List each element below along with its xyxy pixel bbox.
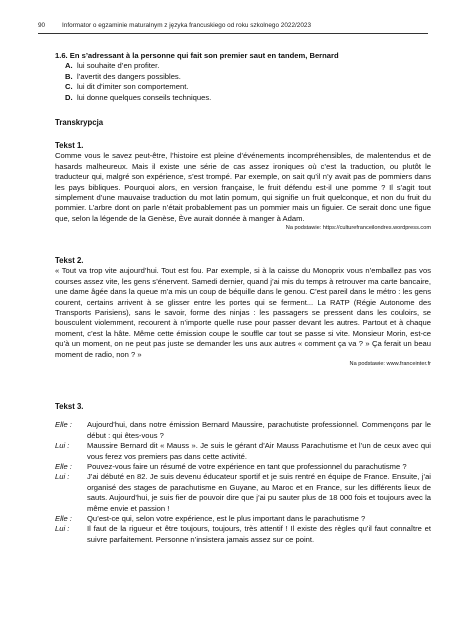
answer-option-a <box>55 61 431 71</box>
dialogue-line <box>55 514 431 524</box>
text-2-title: Tekst 2. <box>55 256 84 265</box>
dialogue-line <box>55 524 431 545</box>
transcription-heading: Transkrypcja <box>55 118 104 127</box>
option-letter: D. <box>65 92 73 102</box>
option-text: l’avertit des dangers possibles. <box>77 71 181 81</box>
question-title: 1.6. En s’adressant à la personne qui fait son premier saut en tandem, Bernard <box>55 51 339 60</box>
text-2-section <box>55 256 431 369</box>
option-letter: C. <box>65 82 73 92</box>
option-text: lui souhaite d’en profiter. <box>77 61 160 71</box>
option-letter: A. <box>65 61 73 71</box>
option-text: lui donne quelques conseils techniques. <box>77 92 212 102</box>
question-block <box>55 51 431 103</box>
dialogue-text: Qu’est-ce qui, selon votre expérience, est le plus important dans le parachutisme ? <box>87 514 366 524</box>
page-header <box>38 22 432 29</box>
text-1-title: Tekst 1. <box>55 141 84 150</box>
page-number: 90 <box>38 22 46 29</box>
speaker-label: Lui : <box>55 441 70 451</box>
dialogue-line <box>55 472 431 514</box>
text-1-source: Na podstawie: https://culturefranceilondres.wordpress.com <box>285 225 431 232</box>
dialogue-line <box>55 420 431 441</box>
text-2-source: Na podstawie: www.franceinter.fr <box>349 361 431 368</box>
header-divider <box>38 33 428 34</box>
dialogue-text: J’ai débuté en 82. Je suis devenu éducateur sportif et je suis rentré en équipe de France. Ensuite, j’ai organisé des stages de parachutisme en Guyane, au Maroc et en France, sur les différents lieux de sauts. Aujourd’hui, je suis fier de pouvoir dire que j’ai pu sauter plus de 18 000 fois et toujours avec la même envie et passion ! <box>87 472 431 513</box>
text-1-body: Comme vous le savez peut-être, l’histoire est pleine d’événements incompréhensibles, de malentendus et de hasards malheureux. Mais il existe une série de cas assez ironiques où c’est la traduction, ou plutôt le traducteur qui, malgré son expérience, s’est trompé. Par exemple, on sait qu’il n’y avait pas de pommiers dans les pays bibliques. Pourquoi alors, en version française, le fruit défendu est-il une pomme ? Il s’agit tout simplement d’une mauvaise traduction du mot latin pomum, qui signifie un fruit quelconque, et non du fruit du pommier. L’arbre dont on parle n’était probablement pas un pommier mais un figuier. Ce serait donc une figue que, selon la légende de la Genèse, Ève aurait donnée à manger à Adam. <box>55 151 431 223</box>
option-text: lui dit d’imiter son comportement. <box>77 82 189 92</box>
speaker-label: Lui : <box>55 524 70 534</box>
dialogue-line <box>55 441 431 462</box>
speaker-label: Elle : <box>55 420 72 430</box>
dialogue-text: Maussire Bernard dit « Mauss ». Je suis le gérant d’Air Mauss Parachutisme et l’un de ceux avec qui vous ferez vos premiers pas dans cette activité. <box>87 441 431 461</box>
speaker-label: Lui : <box>55 472 70 482</box>
speaker-label: Elle : <box>55 462 72 472</box>
header-title: Informator o egzaminie maturalnym z języka francuskiego od roku szkolnego 2022/2023 <box>62 22 312 29</box>
answer-option-c <box>55 82 431 92</box>
option-letter: B. <box>65 71 73 81</box>
answer-option-b <box>55 72 431 82</box>
answer-option-d <box>55 93 431 103</box>
dialogue-text: Aujourd’hui, dans notre émission Bernard Maussire, parachutiste professionnel. Commençons par le début : qui êtes-vous ? <box>87 420 431 440</box>
text-3-section <box>55 402 431 545</box>
text-2-body: « Tout va trop vite aujourd’hui. Tout est fou. Par exemple, si à la caisse du Monoprix vous n’emballez pas vos courses assez vite, les gens s’énervent. Samedi dernier, quand j’ai mis du temps à retrouver ma carte bancaire, une dame âgée dans la queue m’a mis un coup de béquille dans le genou. C’est pareil dans le métro : les gens courent, certains arrivent à se glisser entre les portes qui se ferment... La RATP (Régie Autonome des Transports Parisiens), sans le savoir, forme des ninjas : les passagers se pressent dans les couloirs, se bousculent violemment, recourent à n’importe quelle ruse pour passer devant les autres. Partout et à chaque moment, c’est la hâte. Même cette émission coupe le souffle car tout se passe si vite. Monsieur Morin, est-ce qu’à un moment, on ne peut pas juste se demander les uns aux autres « comment ça va ? » Ça ferait un beau moment de radio, non ? » <box>55 266 431 359</box>
text-3-title: Tekst 3. <box>55 402 84 411</box>
dialogue-line <box>55 462 431 472</box>
speaker-label: Elle : <box>55 514 72 524</box>
dialogue-text: Il faut de la rigueur et être toujours, toujours, très attentif ! Il existe des règles qu’il faut connaître et suivre parfaitement. Personne n’insistera jamais assez sur ce point. <box>87 524 431 544</box>
dialogue-text: Pouvez-vous faire un résumé de votre expérience en tant que professionnel du parachutisme ? <box>87 462 407 472</box>
text-1-section <box>55 141 431 233</box>
